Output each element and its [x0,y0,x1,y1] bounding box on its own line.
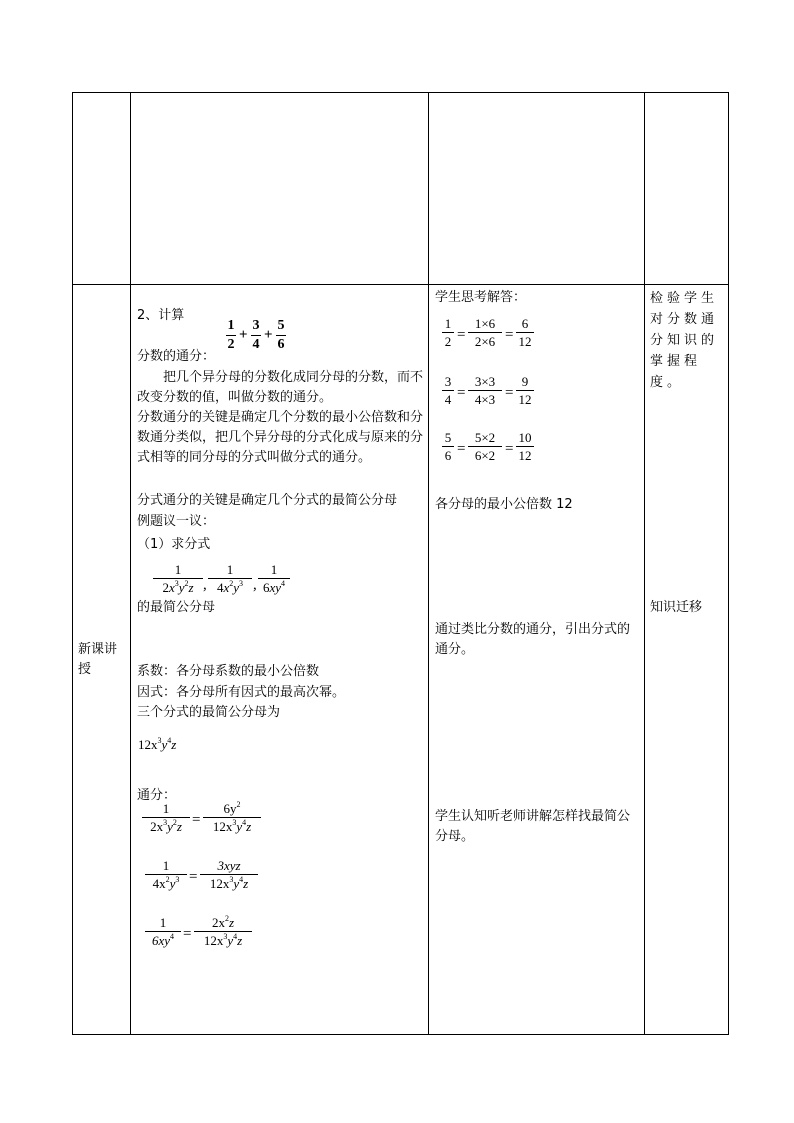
eq3-left-fraction: 1 $6xy^4$ [145,915,181,948]
eq2-right-fraction: 3xyz $12x^3y^4z$ [200,858,258,891]
eq1-right-fraction: $6y^2$ $12x^3y^4z$ [203,801,261,834]
lcd-expression: $12x^3y^4z$ [138,736,177,752]
student-row1-a: 1 2 [442,316,454,349]
student-think-label: 学生思考解答： [435,290,527,305]
table-col-divider-2 [428,92,429,1035]
factor-rule: 因式：各分母所有因式的最高次幂。 [137,685,346,700]
student-row2-b: 3×3 4×3 [468,374,502,407]
student-row1-b: 1×6 2×6 [468,316,502,349]
eq3-equals: = [183,926,192,942]
fraction-definition: 把几个异分母的分数化成同分母的分数，而不改变分数的值，叫做分数的通分。 [137,370,424,405]
calc-fraction-2: 3 4 [252,318,260,352]
table-row-divider [72,284,729,285]
plus-sign-2: + [264,327,273,343]
student-row1-c: 6 12 [516,316,534,349]
lcd-of-label: 的最简公分母 [137,600,216,615]
stage-label: 新课讲授 [78,642,118,677]
eq1-left-fraction: 1 $2x^3y^2z$ [142,801,190,834]
eq2-left-fraction: 1 $4x^2y^3$ [145,858,187,891]
fraction-common-label: 分数的通分： [137,349,216,364]
student-row3-c: 10 12 [516,430,534,463]
comma-1: , [203,577,207,593]
example-intro: 例题议一议： [137,514,216,529]
student-row2-eq2: = [505,385,514,401]
rational-key-paragraph: 分式通分的关键是确定几个分式的最简公分母 [137,493,398,508]
example-fraction-3: 1 $6xy^4$ [258,562,290,595]
eq2-equals: = [189,869,198,885]
student-row2-eq1: = [457,385,466,401]
calc-heading: 2、计算 [137,308,185,323]
coefficient-rule: 系数：各分母系数的最小公倍数 [137,664,320,679]
example-fraction-1: 1 $2x^3y^2z$ [153,562,203,595]
student-analogy-note: 通过类比分数的通分，引出分式的通分。 [435,622,631,657]
student-row2-a: 3 4 [442,374,454,407]
plus-sign-1: + [239,327,248,343]
student-row3-a: 5 6 [442,430,454,463]
student-row3-b: 5×2 6×2 [468,430,502,463]
example-fraction-2: 1 $4x^2y^3$ [208,562,252,595]
fraction-key-paragraph: 分数通分的关键是确定几个分数的最小公倍数和分数通分类似，把几个异分母的分式化成与原来的分式相等的同分母的分式叫做分式的通分。 [137,410,424,465]
eq1-equals: = [192,812,201,828]
table-border-bottom [72,1034,729,1035]
calc-fraction-1: 1 2 [227,318,235,352]
student-row3-eq2: = [505,441,514,457]
table-border-right [728,92,729,1035]
eq3-right-fraction: $2x^2z$ $12x^3y^4z$ [194,915,252,948]
student-row2-c: 9 12 [516,374,534,407]
lcd-is-label: 三个分式的最简公分母为 [137,705,281,720]
table-border-top [72,92,729,93]
student-lcm-note: 各分母的最小公倍数 12 [435,497,573,512]
purpose-check: 检验学生对分数通分知识的掌握程度。 [650,291,719,390]
purpose-transfer: 知识迁移 [650,600,703,615]
student-row1-eq2: = [505,327,514,343]
table-col-divider-1 [130,92,131,1035]
table-col-divider-3 [644,92,645,1035]
student-recognize-note: 学生认知听老师讲解怎样找最简公分母。 [435,809,631,844]
calc-fraction-3: 5 6 [277,318,285,352]
table-border-left [72,92,73,1035]
student-row1-eq1: = [457,327,466,343]
student-row3-eq1: = [457,441,466,457]
tongfen-label: 通分： [137,788,177,803]
comma-2: , [253,577,257,593]
example-1-label: （1）求分式 [137,537,211,552]
